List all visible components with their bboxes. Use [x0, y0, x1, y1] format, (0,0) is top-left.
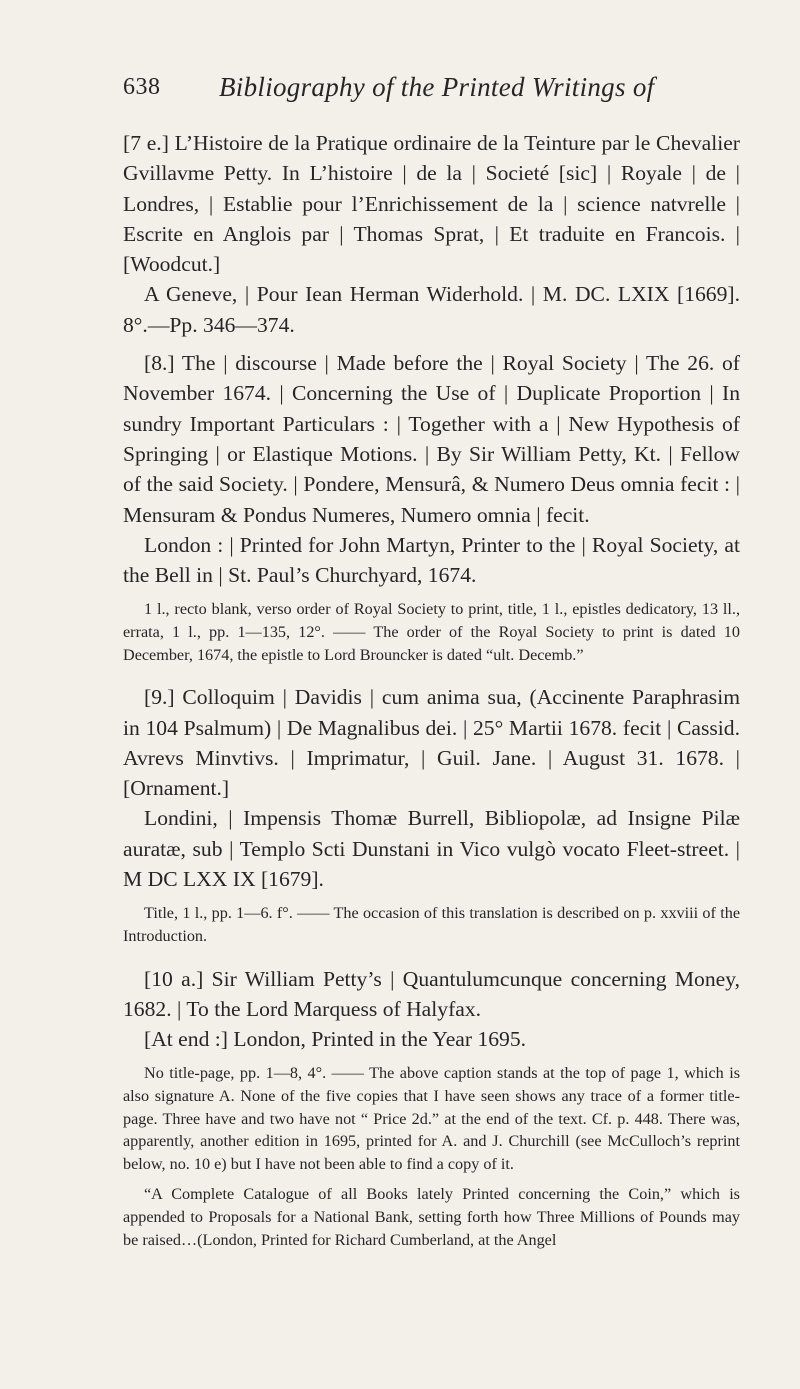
entry-10a-note: No title-page, pp. 1—8, 4°. —— The above caption stands at the top of page 1, which is also signature A. None of the five copies that I have seen shows any trace of a former title-page. Three have and two have not “ Price 2d.” at the end of the text. Cf. p. 448. There was, apparently, another edition in 1695, printed for A. and J. Churchill (see McCulloch’s reprint below, no. 10 e) but I have not been able to find a copy of it. — [123, 1064, 740, 1173]
page-header — [123, 68, 743, 108]
page-number: 638 — [123, 74, 161, 100]
entry-10a-imprint: [At end :] London, Printed in the Year 1695. — [144, 1027, 527, 1052]
entry-9-title: [9.] Colloquim | Davidis | cum anima sua, (Accinente Paraphrasim in 104 Psalmum) | De Magnalibus dei. | 25° Martii 1678. fecit | Cassid. Avrevs Minvtivs. | Imprimatur, | Guil. Jane. | August 31. 1678. | [Ornament.] — [123, 685, 740, 801]
running-title: Bibliography of the Printed Writings of — [219, 72, 655, 102]
entry-9-note: Title, 1 l., pp. 1—6. f°. —— The occasion of this translation is described on p. xxviii of the Introduction. — [123, 904, 740, 945]
entry-10a-note-continued: “A Complete Catalogue of all Books lately Printed concerning the Coin,” which is appended to Proposals for a National Bank, setting forth how Three Millions of Pounds may be raised…(London, Printed for Richard Cumberland, at the Angel — [123, 1185, 740, 1249]
entry-7e-title: [7 e.] L’Histoire de la Pratique ordinaire de la Teinture par le Chevalier Gvillavme Petty. In L’histoire | de la | Societé [sic] | Royale | de | Londres, | Establie pour l’Enrichissement de la | science natvrelle | Escrite en Anglois par | Thomas Sprat, | Et traduite en Francois. | [Woodcut.] — [123, 131, 740, 277]
entry-7e-imprint: A Geneve, | Pour Iean Herman Widerhold. | M. DC. LXIX [1669]. 8°.—Pp. 346—374. — [123, 282, 740, 337]
entry-8-title: [8.] The | discourse | Made before the | Royal Society | The 26. of November 1674. | Concerning the Use of | Duplicate Proportion | In sundry Important Particulars : | Together with a | New Hypothesis of Springing | or Elastique Motions. | By Sir William Petty, Kt. | Fellow of the said Society. | Pondere, Mensurâ, & Numero Deus omnia fecit : | Mensuram & Pondus Numeres, Numero omnia | fecit. — [123, 351, 740, 527]
entry-8-note: 1 l., recto blank, verso order of Royal Society to print, title, 1 l., epistles dedicatory, 13 ll., errata, 1 l., pp. 1—135, 12°. —— The order of the Royal Society to print is dated 10 December, 1674, the epistle to Lord Brouncker is dated “ult. Decemb.” — [123, 600, 740, 664]
entry-10a-title: [10 a.] Sir William Petty’s | Quantulumcunque concerning Money, 1682. | To the Lord Marquess of Halyfax. — [123, 966, 740, 1021]
bibliography-entries — [123, 128, 740, 1259]
entry-9-imprint: Londini, | Impensis Thomæ Burrell, Bibliopolæ, ad Insigne Pilæ auratæ, sub | Templo Scti Dunstani in Vico vulgò vocato Fleet-street. | M DC LXX IX [1679]. — [123, 806, 740, 892]
entry-8-imprint: London : | Printed for John Martyn, Printer to the | Royal Society, at the Bell in | St. Paul’s Churchyard, 1674. — [123, 532, 740, 588]
